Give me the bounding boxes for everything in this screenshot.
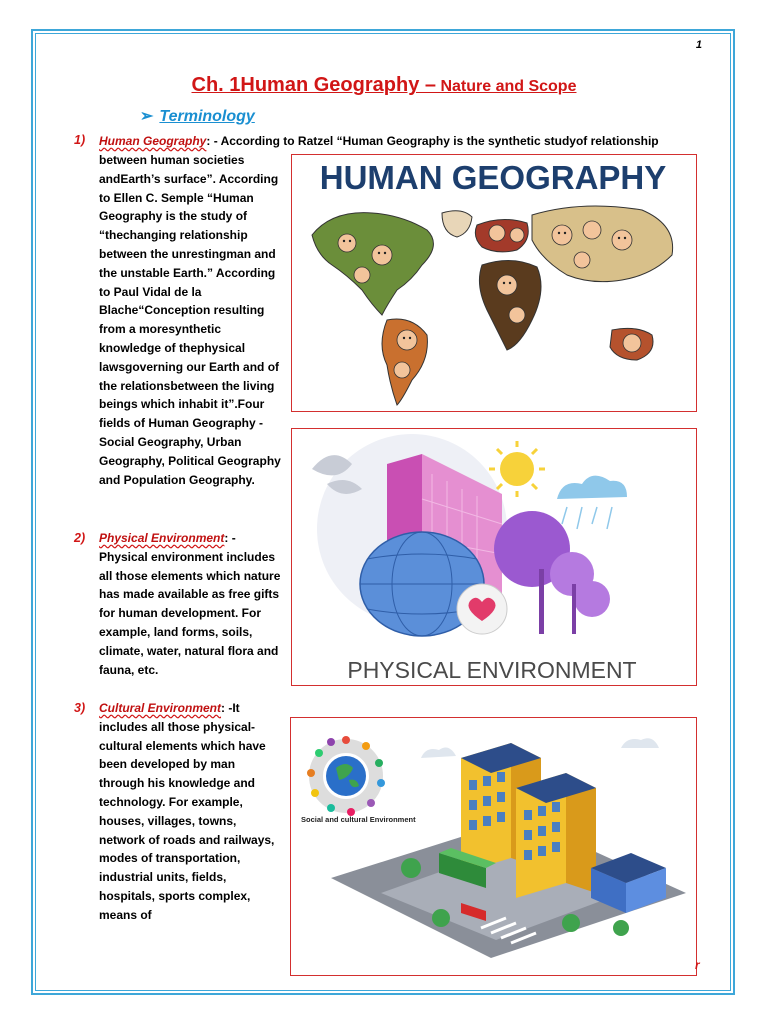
item-3-body: includes all those physical-cultural elements which have been developed by man through his knowledge and technology. For example, houses, villages, towns, network of roads and railways, modes of transportation, industrial units, fields, hospitals, sports complex, means of bbox=[99, 719, 275, 922]
page-title bbox=[0, 74, 768, 97]
human-geography-banner: HUMAN GEOGRAPHY bbox=[319, 159, 667, 196]
item-number-3: 3) bbox=[74, 701, 86, 715]
term-cultural-environment: Cultural Environment bbox=[99, 701, 222, 715]
world-map-illustration bbox=[292, 155, 695, 410]
cultural-environment-image bbox=[290, 717, 697, 976]
physical-environment-illustration bbox=[292, 429, 695, 684]
item-2-text bbox=[99, 529, 281, 679]
item-1-first-line bbox=[99, 134, 659, 148]
item-1-body: between human societies andEarth’s surface”. According to Ellen C. Semple “Human Geography is the study of “thechanging relationship between the unrestingman and the unstable Earth.” According to Paul Vidal de la Blache“Conception resulting from a moresynthetic knowledge of thephysical lawsgoverning our Earth and of the relationsbetween the living beings which inhabit it”.Four fields of Human Geography - Social Geography, Urban Geography, Political Geography and Population Geography. bbox=[99, 153, 281, 487]
item-1-first-text: According to Ratzel “Human Geography is the synthetic studyof relationship bbox=[220, 134, 659, 148]
item-number-1: 1) bbox=[74, 133, 86, 147]
item-2-body: Physical environment includes all those elements which nature has made available as free gifts for human development. For example, land forms, soils, climate, water, natural flora and fauna, etc. bbox=[99, 549, 281, 677]
item-2-separator: : - bbox=[224, 531, 236, 545]
section-heading bbox=[140, 106, 255, 126]
arrow-bullet-icon: ➢ bbox=[140, 108, 154, 125]
physical-environment-caption: PHYSICAL ENVIRONMENT bbox=[347, 657, 637, 683]
people-circle-globe-icon bbox=[307, 736, 385, 816]
cultural-environment-illustration bbox=[291, 718, 695, 974]
physical-environment-image bbox=[291, 428, 697, 686]
term-human-geography: Human Geography bbox=[99, 134, 207, 148]
title-main: Ch. 1Human Geography – bbox=[191, 74, 436, 96]
page-number: 1 bbox=[695, 39, 702, 51]
item-1-separator: : - bbox=[206, 134, 221, 148]
human-geography-image bbox=[291, 154, 697, 412]
footer-mark: r bbox=[695, 958, 700, 972]
title-sub: Nature and Scope bbox=[436, 78, 577, 95]
item-3-separator: : -It bbox=[221, 701, 240, 715]
item-number-2: 2) bbox=[74, 531, 86, 545]
item-3-text bbox=[99, 699, 281, 925]
cultural-env-caption: Social and cultural Environment bbox=[301, 815, 416, 824]
term-physical-environment: Physical Environment bbox=[99, 531, 225, 545]
section-heading-label: Terminology bbox=[159, 108, 255, 125]
